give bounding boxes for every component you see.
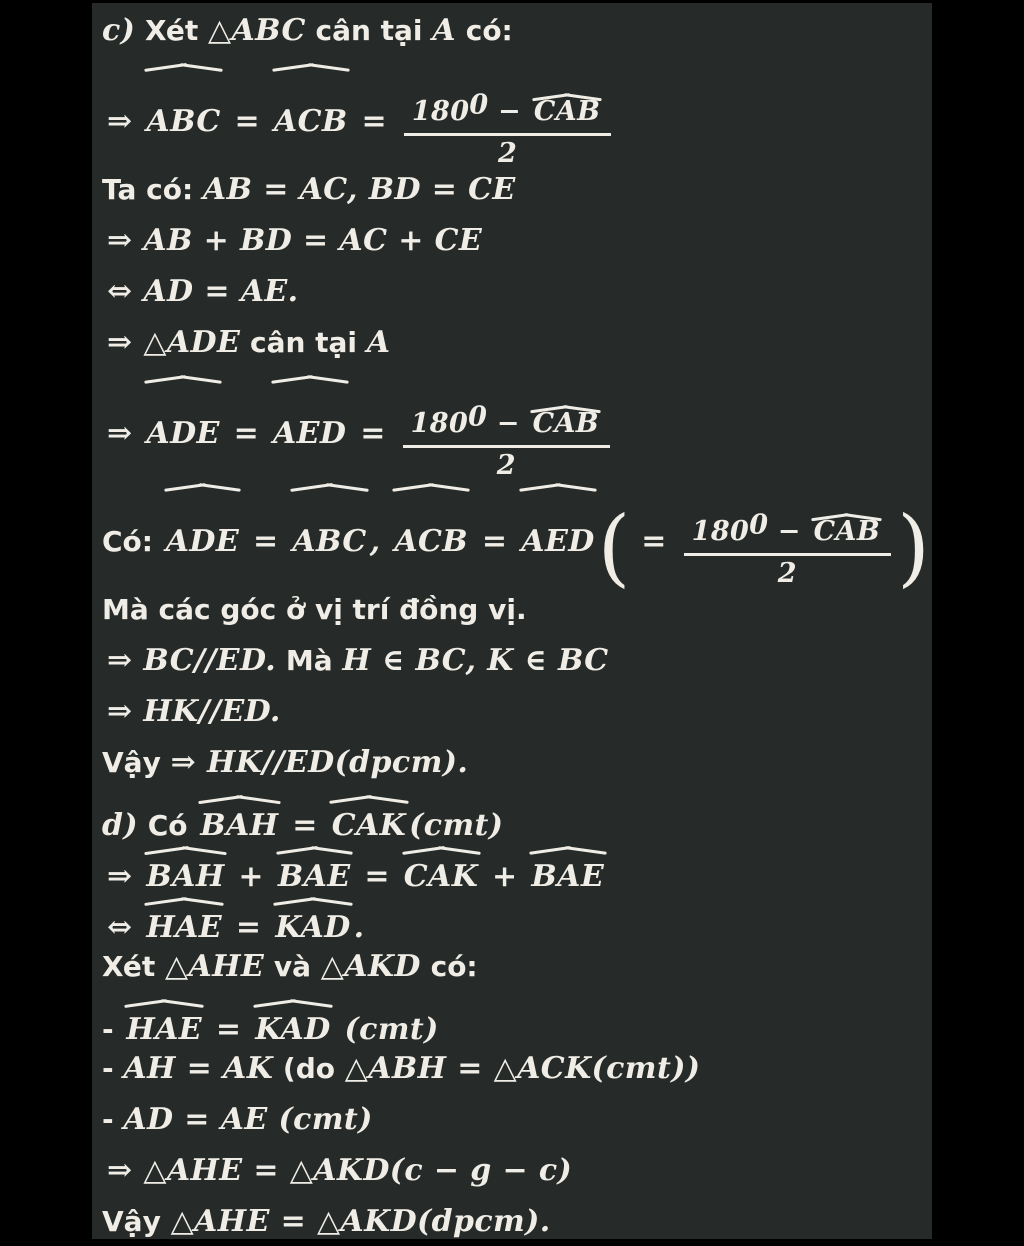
math-line: [92, 635, 932, 686]
math-run: 180: [410, 408, 469, 440]
text-run: -: [102, 1052, 124, 1085]
math-line: [92, 56, 932, 169]
wide-hat-angle: KAD: [252, 992, 333, 1055]
text-run: Mà các góc ở vị trí đồng vị.: [102, 593, 527, 626]
wide-hat-angle: BAE: [275, 839, 354, 902]
text-run: và: [264, 950, 321, 983]
black-bar-left: [0, 0, 92, 1246]
text-run: Ta có:: [102, 173, 203, 206]
math-run: ⇒ HK//ED.: [107, 694, 281, 729]
math-run: ⇒ HK//ED(dpcm).: [170, 745, 469, 780]
text-run: -: [102, 1103, 124, 1136]
wide-hat-angle: ACB: [391, 476, 471, 596]
wide-hat-angle: KAD: [272, 890, 353, 953]
fraction: [684, 506, 891, 588]
math-run: △AHE: [164, 949, 265, 984]
math-line: [92, 1196, 932, 1239]
wide-hat-angle: CAB: [531, 86, 603, 126]
wide-hat-angle: BAH: [197, 788, 281, 851]
wide-hat-angle: CAK: [401, 839, 481, 902]
text-run: (do: [273, 1052, 345, 1085]
math-run: (cmt): [409, 808, 504, 843]
math-run: ⇒: [107, 104, 144, 139]
math-line: [92, 992, 932, 1047]
math-run: ⇒ AB + BD = AC + CE: [107, 223, 483, 258]
math-line: [92, 1094, 932, 1145]
math-run: 180: [411, 96, 470, 128]
math-run: ⇔: [107, 910, 144, 945]
math-run: AB = AC, BD = CE: [202, 172, 516, 207]
math-line: [92, 5, 932, 56]
fraction-denominator: [770, 556, 805, 588]
math-run: (cmt): [333, 1012, 439, 1047]
math-run: A: [432, 13, 456, 48]
text-run: có:: [455, 14, 513, 47]
math-run: −: [768, 516, 811, 548]
wide-hat-angle: BAH: [143, 839, 227, 902]
math-run: d): [102, 808, 138, 843]
text-run: Vậy: [102, 746, 171, 779]
text-run: -: [102, 1013, 124, 1046]
text-run: Xét: [102, 950, 165, 983]
math-run: 180: [691, 516, 750, 548]
math-run: +: [227, 859, 275, 894]
text-run: Mà: [276, 644, 343, 677]
black-bar-right: [932, 0, 1024, 1246]
fraction-numerator: [684, 506, 891, 555]
math-run: =: [349, 416, 397, 451]
wide-hat-angle: AED: [518, 476, 597, 596]
wide-hat-angle: ADE: [163, 476, 242, 596]
math-run: −: [486, 408, 530, 440]
math-run: △ABC: [207, 13, 306, 48]
superscript: 0: [469, 90, 489, 122]
fraction-numerator: [403, 398, 610, 447]
math-run: △AHE = △AKD(dpcm).: [170, 1204, 551, 1239]
wide-hat-angle: CAB: [530, 398, 602, 438]
wide-hat-angle: ABC: [143, 56, 223, 176]
wide-hat-angle: HAE: [123, 992, 205, 1055]
text-run: cân tại: [240, 326, 367, 359]
wide-hat-angle: AED: [270, 368, 349, 488]
math-run: H ∈ BC, K ∈ BC: [342, 643, 609, 678]
math-run: △AKD: [320, 949, 421, 984]
math-run: ⇔ AD = AE.: [107, 274, 299, 309]
text-run: Có: [137, 809, 198, 842]
wide-hat-angle: HAE: [143, 890, 225, 953]
math-line: [92, 1145, 932, 1196]
math-run: =: [242, 524, 290, 559]
math-run: =: [353, 859, 401, 894]
math-run: =: [222, 416, 270, 451]
math-line: [92, 686, 932, 737]
math-run: =: [281, 808, 329, 843]
math-line: [92, 1043, 932, 1094]
math-line: Có: ADE = ABC , ACB = AED( = $\frac{180^0 - CAB}{2}$ ): [92, 476, 932, 584]
text-run: Vậy: [102, 1205, 171, 1238]
math-run: ⇒: [107, 859, 144, 894]
text-run: cân tại: [305, 14, 433, 47]
math-run: c): [102, 13, 136, 48]
math-line: [92, 266, 932, 317]
math-run: =: [471, 524, 519, 559]
math-run: ,: [369, 524, 392, 559]
math-line: [92, 890, 932, 945]
wide-hat-angle: BAE: [528, 839, 607, 902]
math-run: AD = AE (cmt): [123, 1102, 373, 1137]
text-run: Có:: [102, 525, 163, 558]
math-run: 2: [497, 137, 518, 169]
math-line: [92, 737, 932, 788]
math-run: =: [205, 1012, 253, 1047]
math-run: =: [223, 104, 271, 139]
math-run: A: [366, 325, 391, 360]
fraction: [404, 86, 611, 168]
math-line: [92, 368, 932, 481]
wide-hat-angle: CAB: [811, 506, 883, 546]
wide-hat-angle: ADE: [143, 368, 222, 488]
text-run: Xét: [135, 14, 208, 47]
fraction: [403, 398, 610, 480]
superscript: 0: [749, 510, 768, 542]
math-run: +: [481, 859, 529, 894]
math-line: [92, 839, 932, 894]
math-line: [92, 317, 932, 368]
math-run: 2: [496, 449, 516, 481]
wide-hat-angle: ABC: [289, 476, 369, 596]
math-run: =: [225, 910, 273, 945]
math-run: ⇒ △ADE: [107, 325, 241, 360]
math-line: [92, 215, 932, 266]
solution-panel: [92, 3, 932, 1239]
text-run: có:: [420, 950, 478, 983]
math-line: [92, 788, 932, 843]
wide-hat-angle: CAK: [329, 788, 409, 851]
fraction-numerator: [404, 86, 611, 135]
math-run: ⇒: [107, 416, 144, 451]
math-run: =: [350, 104, 398, 139]
math-run: ⇒ BC//ED.: [107, 643, 277, 678]
math-run: AH = AK: [123, 1051, 274, 1086]
math-run: =: [630, 524, 678, 559]
math-run: −: [488, 96, 531, 128]
superscript: 0: [468, 402, 487, 434]
wide-hat-angle: ACB: [271, 56, 351, 176]
math-run: .: [353, 910, 365, 945]
math-run: 2: [777, 557, 797, 589]
math-run: ⇒ △AHE = △AKD(c − g − c): [107, 1153, 573, 1188]
math-run: △ABH = △ACK(cmt)): [344, 1051, 701, 1086]
